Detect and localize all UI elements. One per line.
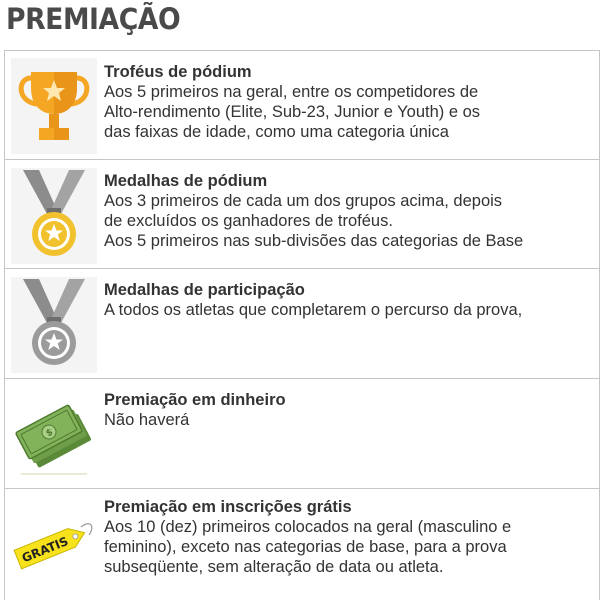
award-line: A todos os atletas que completarem o percurso da prova,	[104, 301, 523, 319]
award-line: subseqüente, sem alteração de data ou atleta.	[104, 558, 444, 576]
award-row-trophies	[5, 51, 599, 160]
award-title: Premiação em inscrições grátis	[104, 498, 352, 516]
page-title: PREMIAÇÃO	[6, 2, 181, 36]
award-title: Premiação em dinheiro	[104, 391, 286, 409]
award-line: das faixas de idade, como uma categoria única	[104, 123, 449, 141]
award-line: Aos 5 primeiros nas sub-divisões das categorias de Base	[104, 232, 524, 250]
free-tag-label: GRATIS	[19, 534, 71, 566]
silver-medal-icon	[11, 277, 97, 373]
free-tag-icon	[11, 497, 97, 593]
award-title: Troféus de pódium	[104, 63, 252, 81]
award-line: feminino), exceto nas categorias de base, para a prova	[104, 538, 507, 556]
award-title: Medalhas de pódium	[104, 172, 268, 190]
award-line: Não haverá	[104, 411, 190, 429]
award-text	[104, 497, 598, 577]
award-row-free-registration	[5, 489, 599, 600]
awards-table	[4, 50, 600, 600]
svg-text:$: $	[44, 427, 55, 440]
award-text	[104, 390, 598, 430]
trophy-icon	[11, 58, 97, 154]
award-title: Medalhas de participação	[104, 281, 305, 299]
award-line: Aos 3 primeiros de cada um dos grupos acima, depois	[104, 192, 503, 210]
gold-medal-icon	[11, 168, 97, 264]
award-line: Aos 10 (dez) primeiros colocados na geral (masculino e	[104, 518, 512, 536]
award-row-cash-prize	[5, 379, 599, 489]
award-row-podium-medals	[5, 160, 599, 269]
money-icon	[11, 387, 97, 483]
award-text	[104, 171, 598, 251]
award-line: de excluídos os ganhadores de troféus.	[104, 212, 393, 230]
award-text	[104, 62, 598, 142]
award-line: Alto-rendimento (Elite, Sub-23, Junior e Youth) e os	[104, 103, 481, 121]
award-line: Aos 5 primeiros na geral, entre os competidores de	[104, 83, 479, 101]
award-row-participation-medals	[5, 269, 599, 379]
award-text	[104, 280, 598, 320]
